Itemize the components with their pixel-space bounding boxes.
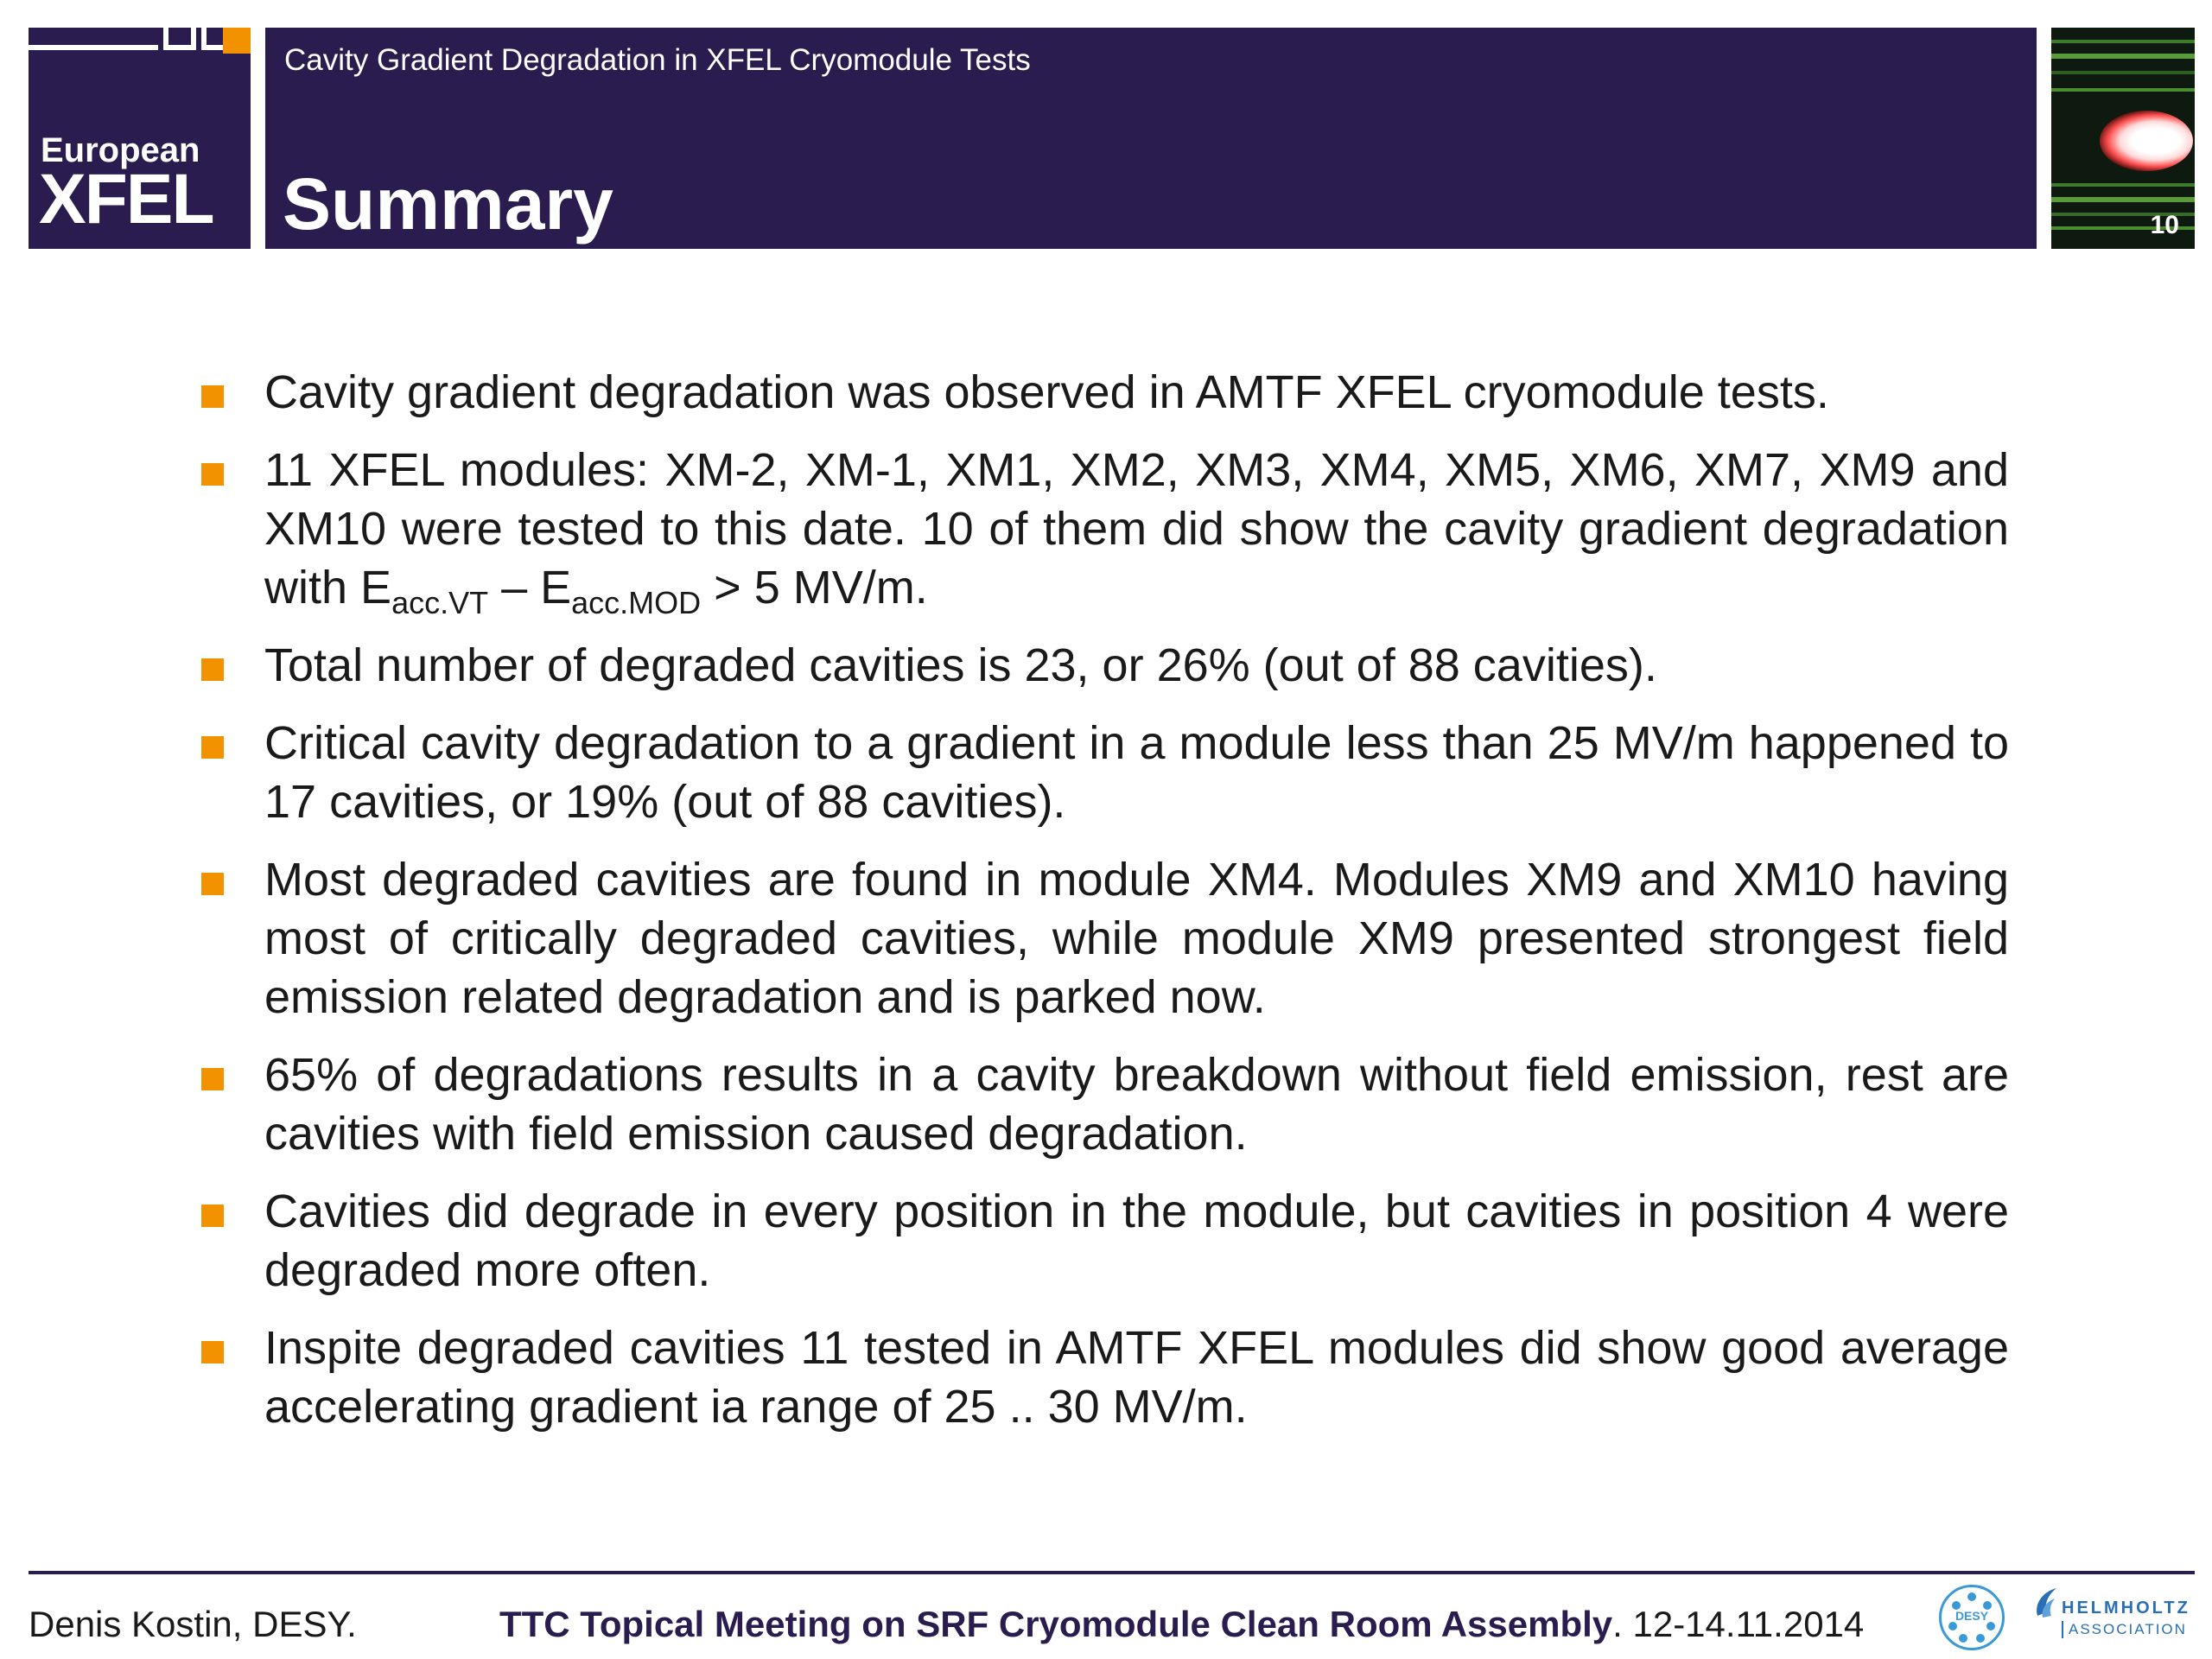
logo-bar-1	[29, 45, 158, 50]
logo-text-xfel: XFEL	[39, 160, 213, 238]
footer-author: Denis Kostin, DESY.	[29, 1604, 357, 1644]
logo-text-european: European	[41, 131, 200, 169]
bullet-item	[199, 850, 2009, 1027]
thumb-stripe	[2051, 197, 2195, 202]
bullet-text: Total number of degraded cavities is 23, or 26% (out of 88 cavities).	[264, 639, 1657, 691]
footer-divider	[29, 1571, 2195, 1574]
bullet-text: Most degraded cavities are found in module XM4. Modules XM9 and XM10 having most of critically degraded cavities, while module XM9 presented strongest field emission related degradation and is parked now.	[264, 854, 2009, 1023]
desy-logo-text: DESY	[1955, 1609, 1989, 1623]
title-bar	[265, 28, 2037, 249]
bullet-text: Inspite degraded cavities 11 tested in AMTF XFEL modules did show good average accelerating gradient ia range of 25 .. 30 MV/m.	[264, 1322, 2009, 1433]
orange-square-icon	[201, 736, 224, 759]
footer-meeting-title: TTC Topical Meeting on SRF Cryomodule Clean Room Assembly	[499, 1604, 1613, 1644]
desy-dot	[1948, 1622, 1957, 1630]
bullet-item	[199, 441, 2009, 620]
presentation-subtitle: Cavity Gradient Degradation in XFEL Cryomodule Tests	[284, 43, 1031, 77]
helmholtz-logo	[2031, 1586, 2190, 1649]
page-number: 10	[2150, 211, 2179, 239]
desy-dot	[1976, 1634, 1985, 1643]
bullet-item	[199, 1046, 2009, 1163]
bullet-item	[199, 1319, 2009, 1436]
bullet-text-end: > 5 MV/m.	[701, 562, 928, 613]
thumb-stripe	[2051, 40, 2195, 43]
orange-square-icon	[201, 873, 224, 895]
european-xfel-logo	[29, 28, 251, 249]
bullet-text: 11 XFEL modules: XM-2, XM-1, XM1, XM2, XM3, XM4, XM5, XM6, XM7, XM9 and XM10 were tested to this date. 10 of them did show the cavity gradient degradation with E	[264, 444, 2009, 613]
bullet-item	[199, 714, 2009, 831]
subscript-vt: acc.VT	[391, 585, 489, 620]
footer-meeting	[499, 1604, 1864, 1645]
bullet-item	[199, 636, 2009, 695]
bullet-text: Cavity gradient degradation was observed in AMTF XFEL cryomodule tests.	[264, 366, 1829, 418]
desy-dot	[1986, 1622, 1995, 1630]
orange-square-icon	[201, 1068, 224, 1090]
orange-square-icon	[201, 385, 224, 408]
logo-bar-2	[163, 28, 196, 50]
footer-meeting-date: . 12-14.11.2014	[1612, 1604, 1865, 1644]
thumb-stripe	[2051, 54, 2195, 59]
thumb-glow	[2100, 111, 2193, 171]
summary-bullet-list	[199, 363, 2009, 1455]
helmholtz-association: ASSOCIATION	[2062, 1621, 2187, 1638]
orange-square-icon	[201, 463, 224, 486]
desy-logo-icon	[1939, 1585, 2005, 1650]
bullet-text: 65% of degradations results in a cavity breakdown without field emission, rest are cavities with field emission caused degradation.	[264, 1049, 2009, 1160]
logo-orange-square	[223, 28, 251, 54]
bullet-item	[199, 1182, 2009, 1300]
bullet-text-mid: – E	[488, 562, 572, 613]
desy-dot	[1967, 1592, 1976, 1601]
desy-dot	[1959, 1634, 1967, 1643]
header-thumbnail-image	[2051, 28, 2195, 249]
thumb-stripe	[2051, 183, 2195, 187]
orange-square-icon	[201, 1205, 224, 1227]
bullet-item	[199, 363, 2009, 422]
orange-square-icon	[201, 1341, 224, 1363]
slide-title: Summary	[283, 163, 613, 245]
bullet-text: Critical cavity degradation to a gradient in a module less than 25 MV/m happened to 17 cavities, or 19% (out of 88 cavities).	[264, 717, 2009, 828]
orange-square-icon	[201, 658, 224, 681]
helmholtz-name: HELMHOLTZ	[2062, 1599, 2190, 1618]
thumb-stripe	[2051, 88, 2195, 92]
bullet-text: Cavities did degrade in every position in the module, but cavities in position 4 were degraded more often.	[264, 1185, 2009, 1296]
helmholtz-mark-icon	[2031, 1586, 2060, 1621]
logo-decor-cells	[29, 28, 251, 54]
subscript-mod: acc.MOD	[571, 585, 702, 620]
thumb-stripe	[2051, 71, 2195, 74]
